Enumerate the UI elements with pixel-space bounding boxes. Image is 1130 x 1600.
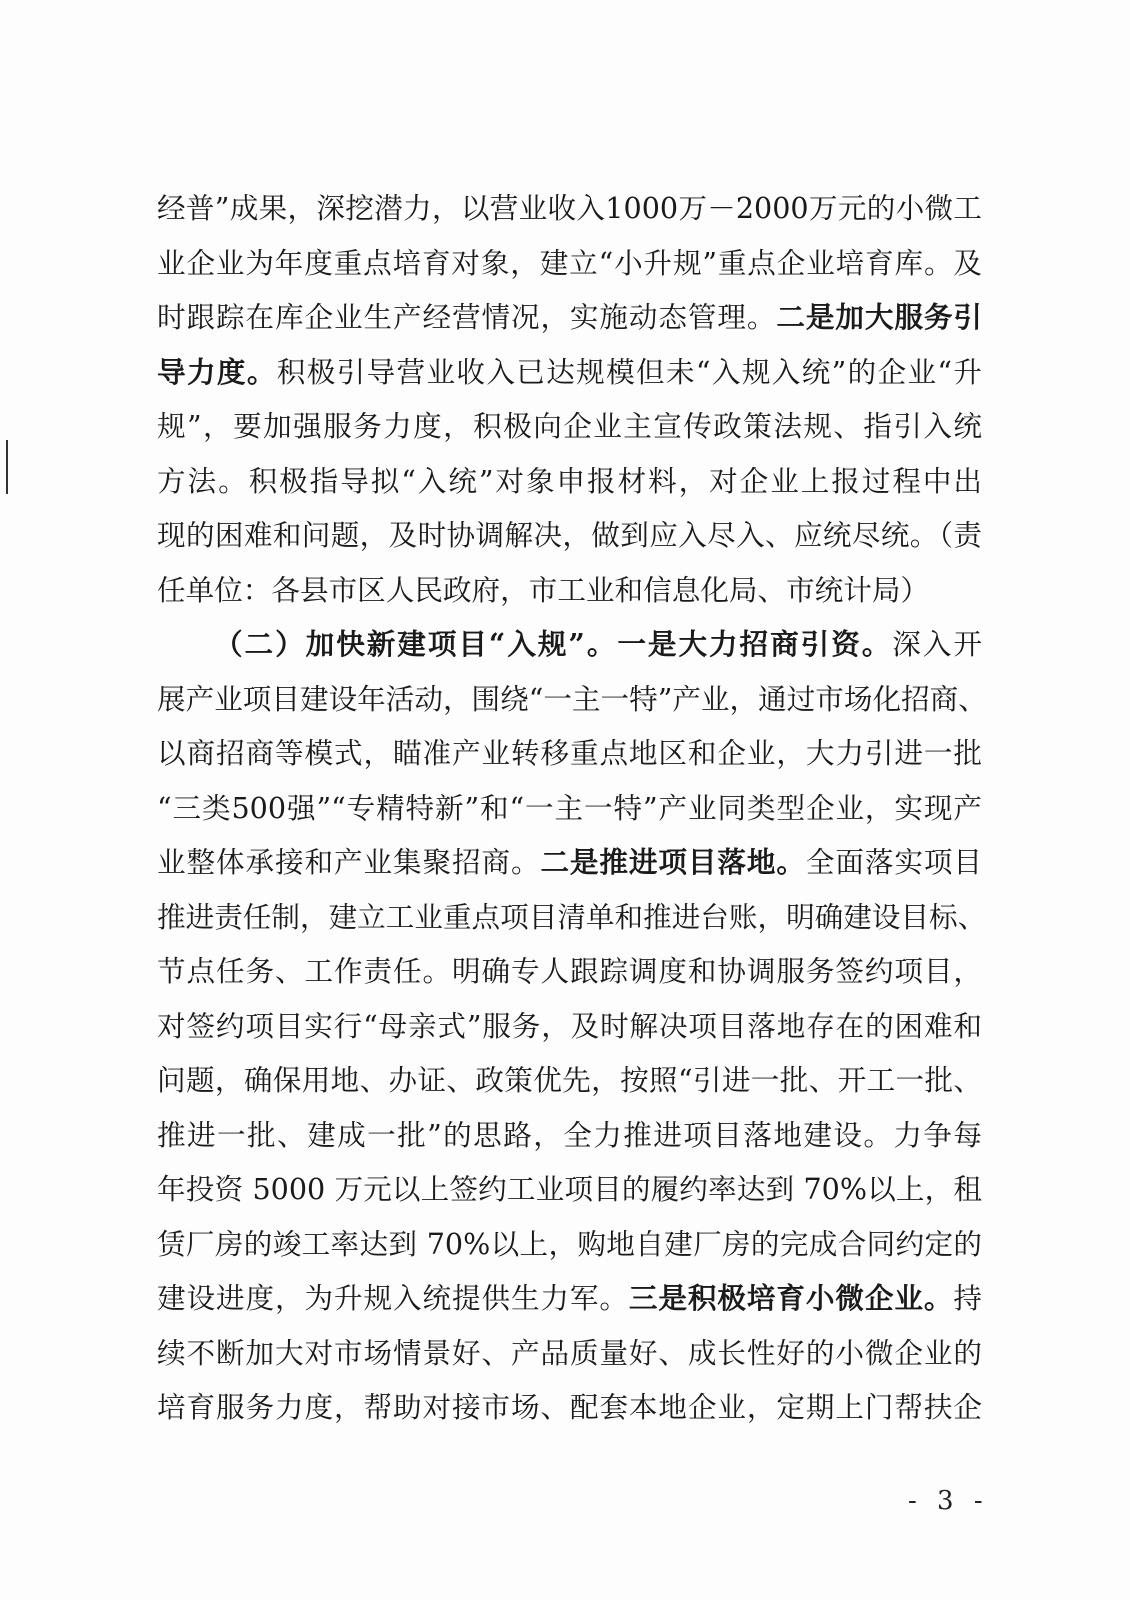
text-segment: 业整体承接和产业集聚招商。 xyxy=(157,845,541,879)
text-line xyxy=(157,835,982,890)
text-segment: 持 xyxy=(953,1281,982,1315)
text-line xyxy=(157,999,982,1054)
bold-text-segment: 二是推进项目落地。 xyxy=(540,845,806,879)
bold-text-segment: 三是积极培育小微企业。 xyxy=(628,1281,954,1315)
text-segment: 推进一批、建成一批”的思路，全力推进项目落地建设。力争每 xyxy=(157,1117,982,1152)
text-line xyxy=(157,1326,982,1381)
text-segment: 时跟踪在库企业生产经营情况，实施动态管理。 xyxy=(157,300,777,334)
text-line xyxy=(157,290,982,345)
text-segment: 建设进度，为升规入统提供生力军。 xyxy=(157,1281,629,1315)
text-segment: 业企业为年度重点培育对象，建立“小升规”重点企业培育库。及 xyxy=(157,245,982,280)
text-line xyxy=(157,1217,982,1272)
text-segment: 现的困难和问题，及时协调解决，做到应入尽入、应统尽统。（责 xyxy=(157,518,982,552)
text-line xyxy=(157,890,987,945)
bold-text-segment: （二）加快新建项目“入规”。一是大力招商引资。 xyxy=(214,627,893,661)
body-text xyxy=(157,181,987,1435)
text-line xyxy=(157,781,982,836)
text-segment: 积极引导营业收入已达规模但未“入规入统”的企业“升 xyxy=(276,354,982,389)
text-line xyxy=(157,1271,982,1326)
text-segment: 节点任务、工作责任。明确专人跟踪调度和协调服务签约项目， xyxy=(157,954,982,988)
text-segment: 推进责任制，建立工业重点项目清单和推进台账，明确建设目标、 xyxy=(157,899,987,934)
text-segment: 经普”成果，深挖潜力，以营业收入1000万－2000万元的小微工 xyxy=(157,191,982,225)
text-line xyxy=(157,672,987,727)
bold-text-segment: 导力度。 xyxy=(157,354,277,389)
text-segment: 展产业项目建设年活动，围绕“一主一特”产业，通过市场化招商、 xyxy=(157,681,987,716)
text-segment: 深入开 xyxy=(892,627,982,661)
text-segment: 年投资 5000 万元以上签约工业项目的履约率达到 70%以上，租 xyxy=(157,1172,982,1206)
text-line xyxy=(157,1108,982,1163)
text-segment: 培育服务力度，帮助对接市场、配套本地企业，定期上门帮扶企 xyxy=(157,1390,982,1424)
text-line xyxy=(157,236,982,291)
text-line xyxy=(157,944,982,999)
text-segment: 以商招商等模式，瞄准产业转移重点地区和企业，大力引进一批 xyxy=(157,736,982,770)
text-segment: 方法。积极指导拟“入统”对象申报材料，对企业上报过程中出 xyxy=(157,463,982,498)
text-segment: 全面落实项目 xyxy=(805,845,982,879)
text-line xyxy=(157,563,982,618)
text-line xyxy=(157,399,982,454)
text-line xyxy=(157,1053,982,1108)
text-line xyxy=(157,1380,982,1435)
bold-text-segment: 二是加大服务引 xyxy=(776,300,982,334)
text-segment: “三类500强”“专精特新”和“一主一特”产业同类型企业，实现产 xyxy=(157,790,982,825)
text-line xyxy=(157,1162,982,1217)
text-line xyxy=(157,181,982,236)
binding-mark xyxy=(6,440,8,494)
text-line xyxy=(157,454,982,509)
page-number: - 3 - xyxy=(908,1486,989,1516)
text-line xyxy=(157,617,982,672)
text-line xyxy=(157,508,982,563)
text-segment: 问题，确保用地、办证、政策优先，按照“引进一批、开工一批、 xyxy=(157,1063,982,1097)
text-segment: 对签约项目实行“母亲式”服务，及时解决项目落地存在的困难和 xyxy=(157,1008,982,1043)
text-segment: 任单位：各县市区人民政府，市工业和信息化局、市统计局） xyxy=(157,572,930,607)
text-segment: 续不断加大对市场情景好、产品质量好、成长性好的小微企业的 xyxy=(157,1335,982,1370)
text-segment: 规”，要加强服务力度，积极向企业主宣传政策法规、指引入统 xyxy=(157,409,982,443)
text-line xyxy=(157,726,982,781)
text-segment: 赁厂房的竣工率达到 70%以上，购地自建厂房的完成合同约定的 xyxy=(157,1226,982,1261)
text-line xyxy=(157,345,982,400)
